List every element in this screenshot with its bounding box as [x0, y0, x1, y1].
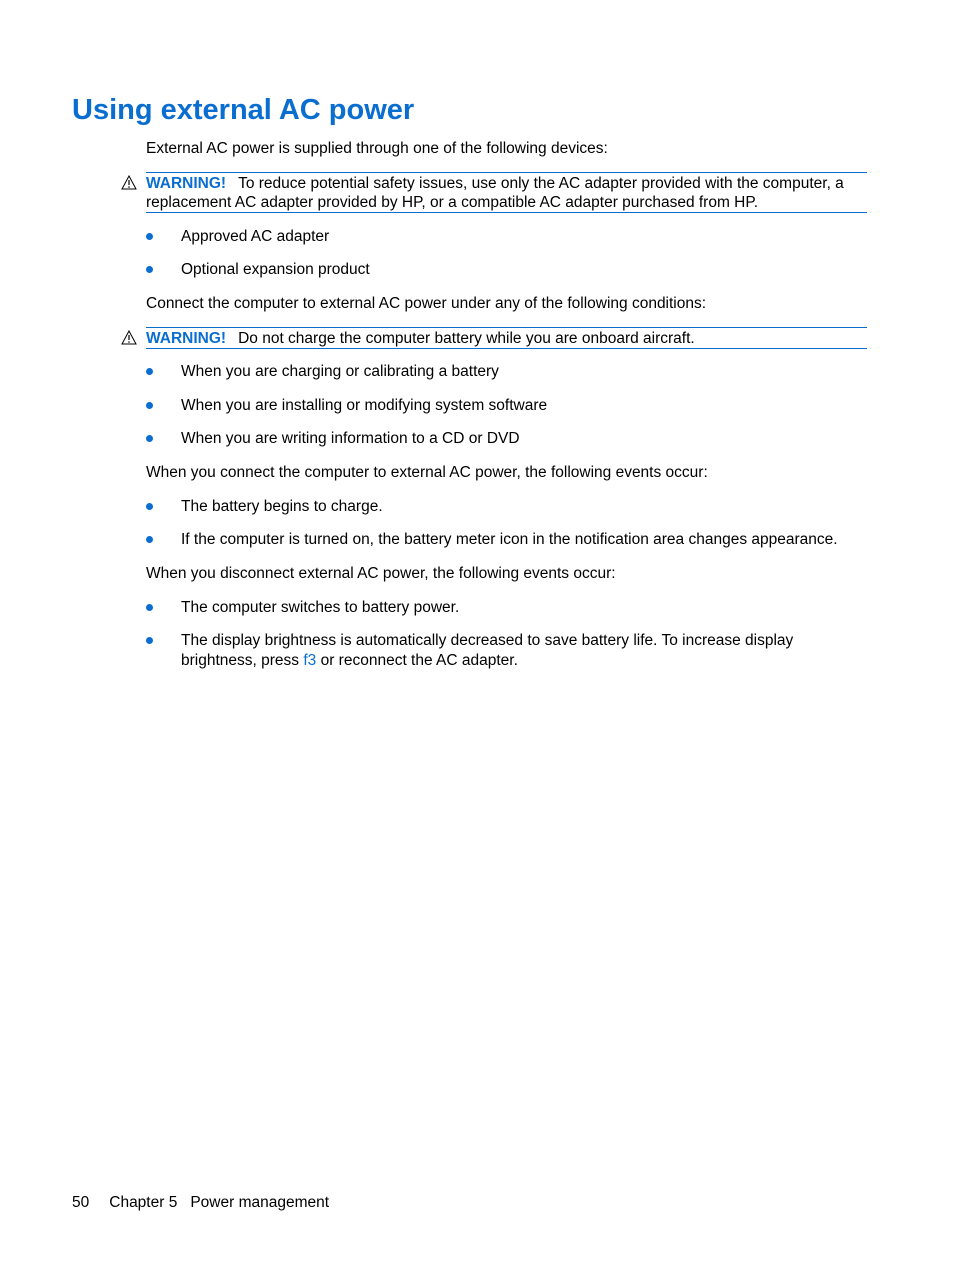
list-item-text: When you are charging or calibrating a battery	[181, 363, 499, 380]
page-footer	[72, 1193, 329, 1212]
chapter-title: Power management	[190, 1194, 330, 1211]
bullet-icon	[146, 435, 153, 442]
bullet-icon	[146, 536, 153, 543]
bullet-icon	[146, 604, 153, 611]
warning-label: WARNING!	[146, 330, 227, 347]
list-item-text	[181, 631, 831, 671]
bullet-icon	[146, 402, 153, 409]
list-item-text: Optional expansion product	[181, 261, 370, 278]
warning-label: WARNING!	[146, 175, 227, 192]
list-item-text: When you are installing or modifying system software	[181, 397, 548, 414]
f3-key-link[interactable]: f3	[303, 652, 317, 669]
list-item-text: The battery begins to charge.	[181, 498, 383, 515]
page-number: 50	[72, 1194, 90, 1211]
bullet-icon	[146, 503, 153, 510]
list-item-text: Approved AC adapter	[181, 228, 330, 245]
warning-box	[146, 172, 867, 213]
bullet-icon	[146, 368, 153, 375]
connect-intro: When you connect the computer to external AC power, the following events occur:	[146, 464, 708, 481]
warning-text: To reduce potential safety issues, use only the AC adapter provided with the computer, a replacement AC adapter provided by HP, or a compatible AC adapter purchased from HP.	[146, 175, 844, 211]
conditions-intro: Connect the computer to external AC power under any of the following conditions:	[146, 295, 707, 312]
page-title: Using external AC power	[72, 94, 415, 126]
list-item-text-part: or reconnect the AC adapter.	[316, 652, 518, 669]
bullet-icon	[146, 233, 153, 240]
warning-box	[146, 327, 867, 349]
warning-triangle-icon	[121, 175, 137, 190]
intro-paragraph: External AC power is supplied through one of the following devices:	[146, 140, 608, 157]
list-item-text: When you are writing information to a CD or DVD	[181, 430, 520, 447]
warning-triangle-icon	[121, 330, 137, 345]
warning-text: Do not charge the computer battery while you are onboard aircraft.	[238, 330, 695, 347]
disconnect-intro: When you disconnect external AC power, the following events occur:	[146, 565, 616, 582]
list-item-text-part: The display brightness is automatically decreased to save battery life. To increase display brightness, press	[181, 632, 794, 669]
bullet-icon	[146, 266, 153, 273]
list-item-text: The computer switches to battery power.	[181, 599, 460, 616]
bullet-icon	[146, 637, 153, 644]
list-item-text: If the computer is turned on, the battery meter icon in the notification area changes appearance.	[181, 531, 838, 548]
chapter-number: Chapter 5	[109, 1194, 178, 1211]
